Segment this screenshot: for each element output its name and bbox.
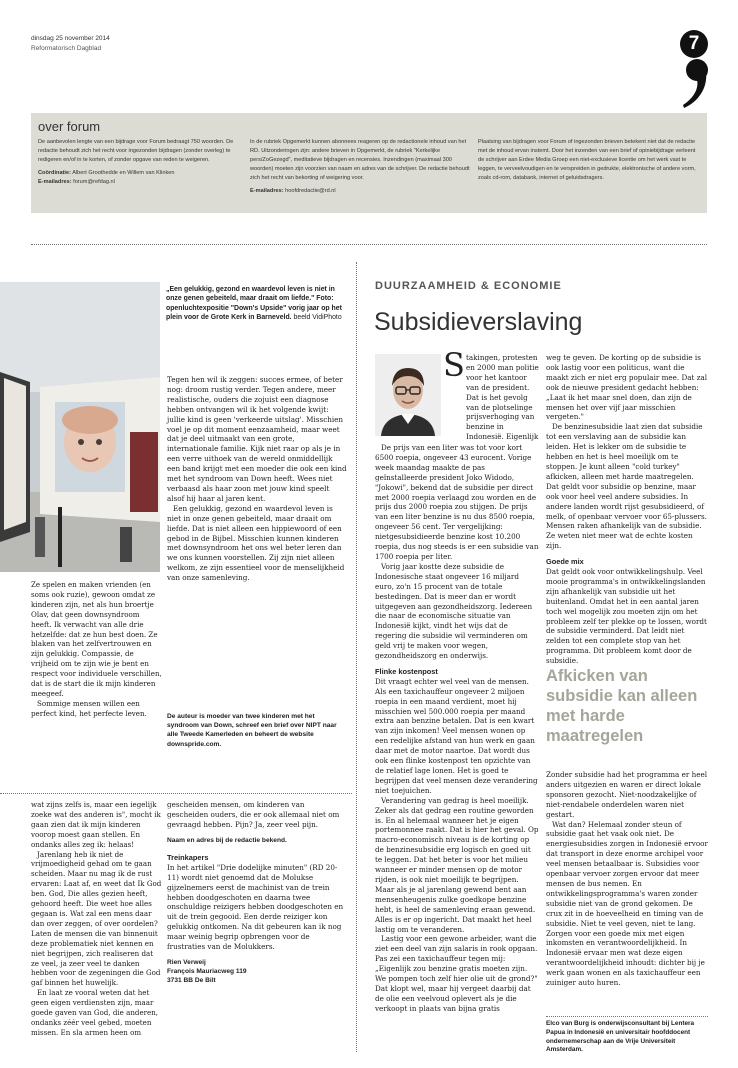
newspaper-name: Reformatorisch Dagblad [31, 45, 102, 52]
email1-label: E-mailadres: [38, 179, 72, 185]
paragraph: wat zijns zelfs is, maar een iegelijk zoeke wat des anderen is", mocht ik gaan zien dat ik mijn kinderen voorop moest gaan stellen. En ondanks alles zeg ik: helaas! [31, 800, 161, 849]
email1-value[interactable]: forum@refdag.nl [73, 179, 115, 185]
left-article-col-b [167, 375, 347, 583]
paragraph: Sommige mensen willen een perfect kind, het perfecte leven. [31, 698, 147, 718]
article-col-2-bottom [546, 770, 708, 988]
paragraph: Tegen hen wil ik zeggen: succes ermee, of beter nog: droom rustig verder. Tegen andere, meer realistische, ouders die zojuist een diagnose hebben ontvangen wil ik het volgende kwijt: jullie kind is geen 'verkeerde uitslag'. Misschien voel je op dit moment eenzaamheid, maar weet dat je deel uitmaakt van een grote, internationale familie. Kijk niet raar op als je in een verre uithoek van de wereld onmiddellijk een band krijgt met een moeder die ook een kind met het syndroom van Down heeft. Wees niet verbaasd als haar zoon met jouw kind speelt alsof hij haar al jaren kent. [167, 375, 347, 503]
caption-text: „Een gelukkig, gezond en waardevol leven is niet in onze genen gebeiteld, maar draait om liefde." Foto: openluchtexpositie "Down's Upside" vorig jaar op het plein voor de Grote Kerk in Barneveld. [166, 286, 342, 322]
separator-top [31, 244, 707, 245]
section-label: DUURZAAMHEID & ECONOMIE [375, 280, 562, 292]
left-author-note: De auteur is moeder van twee kinderen met het syndroom van Down, schreef een brief over NIPT naar alle Tweede Kamerleden en beheert de website downspride.com. [167, 713, 337, 748]
name-note: Naam en adres bij de redactie bekend. [167, 836, 287, 844]
pull-quote: Afkicken van subsidie kan alleen met harde maatregelen [546, 667, 698, 745]
issue-date: dinsdag 25 november 2014 [31, 35, 110, 42]
paragraph: In het artikel "Drie dodelijke minuten" (RD 20-11) wordt niet genoemd dat de Molukse gijzelnemers eerst de machinist van de trein hebben doodgeschoten en daarna twee onschuldige reizigers hebben doodgeschoten en uit de trein gegooid. Een derde reiziger kon gelukkig ontkomen. Na dit gebeuren kan ik nog maar weinig begrip opbrengen voor de frustraties van de Molukkers. [167, 862, 344, 952]
forum-column-1 [38, 138, 236, 187]
paragraph: Vorig jaar kostte deze subsidie de Indonesische staat ongeveer 16 miljard euro, zo'n 15 procent van de totale bestedingen. Dat is meer dan er wordt uitgegeven aan gezondheidszorg. Iedereen die naar de economische situatie van Indonesië kijkt, vindt het wijs dat de regering die subsidie wil verminderen om geld vrij te maken voor wegen, gezondheidszorg en onderwijs. [375, 561, 533, 661]
exposition-photo [0, 282, 160, 572]
comma-logo-icon [680, 58, 710, 110]
sub-heading-treinkapers: Treinkapers [167, 852, 209, 862]
paragraph: gescheiden mensen, om kinderen van gescheiden ouders, die er ook allemaal niet om gevraagd hebben. Pijn? Ja, zeer veel pijn. [167, 800, 340, 829]
drop-cap: S [443, 346, 465, 384]
page-number: 7 [680, 30, 708, 58]
forum-column-3 [478, 138, 700, 183]
sub-heading-kostenpost: Flinke kostenpost [375, 666, 438, 676]
intro-text: takingen, protesten en 2000 man politie voor het kantoor van de president. Dat is het gevolg van de plotselinge prijsverhoging van benzine in Indonesië. Eigenlijk [466, 353, 539, 442]
paragraph: De prijs van een liter was tot voor kort 6500 roepia, ongeveer 43 eurocent. Vorige week maandag maakte de pas geïnstalleerde president Joko Widodo, "Jokowi", bekend dat de subsidie per direct met 2000 roepia verlaagd zou worden en de prijs dus 2000 roepia zou stijgen. De prijs van een liter benzine is nu dus 8500 roepia, ongeveer 56 cent. Ter vergelijking: nietgesubsidieerde benzine kost 10.200 roepia, dus nog steeds is er een subsidie van 1700 roepia per liter. [375, 443, 539, 561]
author-note-separator [546, 1016, 708, 1017]
paragraph: Verandering van gedrag is heel moeilijk. Zeker als dat gedrag een routine geworden is. En al helemaal wanneer het je eigen portemonnee raakt. Dat is hier het geval. Op macro-economisch niveau is de korting op de benzinesubsidie erg logisch en goed uit te leggen. Dat het beter is voor het milieu wanneer er minder mensen op de motor rijden, is ook niet moeilijk te begrijpen. Maar als je al jarenlang gewend bent aan mensenheugenis zulke goedkope benzine hebt, is heel de samenleving eraan gewend. Alles is er op ingericht. Dat maakt het heel lastig om te veranderen. [375, 795, 539, 934]
paragraph: Lastig voor een gewone arbeider, want die ziet een deel van zijn salaris in rook opgaan. Pas zei een taxichauffeur tegen mij: „Eigenlijk zou benzine gratis moeten zijn. We pompen toch zelf hier olie uit de grond?" Dat klopt wel, maar hij vergeet daarbij dat de olie een veelvoud oplevert als je die verkoopt in plaats van bijna gratis [375, 934, 538, 1013]
main-author-note: Elco van Burg is onderwijsconsultant bij Lentera Papua in Indonesië en universitair hoofddocent ondernemerschap aan de Vrije Universiteit Amsterdam. [546, 1020, 695, 1054]
separator-vertical [356, 262, 357, 1052]
letter-col-a [31, 800, 162, 1038]
letter-col-b [167, 800, 347, 986]
paragraph: Een gelukkig, gezond en waardevol leven is niet in onze genen gebeiteld, maar draait om liefde. Dat is niet alleen een hippiewoord of een gebod in de Bijbel. Misschien kunnen kinderen met downsyndroom het ons wel beter leren dan we ons kunnen voorstellen. Zij zijn niet alleen welkom, ze zijn essentieel voor de menselijkheid van onze samenleving. [167, 503, 345, 583]
article-col-2-top [546, 353, 708, 666]
paragraph: En laat ze vooral weten dat het geen eigen verdiensten zijn, maar goede gaven van God, die anderen, ondanks zéér veel gebed, moeten missen. En sla armen heen om [31, 988, 159, 1037]
sub-heading-goede-mix: Goede mix [546, 557, 584, 567]
paragraph: Wat dan? Helemaal zonder steun of subsidie gaat het vaak ook niet. De energiesubsidies zorgen in Indonesië ervoor dat transport in deze enorme archipel voor veel mensen betaalbaar is. Subsidies voor openbaar vervoer zorgen ervoor dat meer mensen de bus nemen. En ontwikkelingsprogramma's waren zonder subsidie niet van de grond gekomen. De crux zit in de hoeveelheid en timing van de subsidie. Niet te veel geven, niet te lang. Zorgen voor een goede mix met eigen inkomsten en verantwoordelijkheid. In Indonesië ervaar men wat deze eigen verantwoordelijkheid inhoudt: dichter bij je werk gaan wonen en als taxichauffeur een zuiniger auto huren. [546, 819, 708, 988]
forum-col2-text: In de rubriek Opgemerkt kunnen abonnees reageren op de redactionele inhoud van het RD. Uitzonderingen zijn: andere brieven in Opgemerkt, de rubriek "Kerkelijke pers/ZoGezegd", meditatieve bijdragen en recensies. Inzendingen (maximaal 300 woorden) moeten zijn voorzien van naam en adres van de schrijver. De redactie behoudt zich het recht van bekorting of weigering voor. [250, 139, 470, 181]
email2-label: E-mailadres: [250, 188, 284, 194]
signer-street: François Mauriacweg 119 [167, 968, 247, 976]
paragraph: Dit vraagt echter wel veel van de mensen. Als een taxichauffeur ongeveer 2 miljoen roepia in een maand verdient, moet hij misschien wel 500.000 roepia per maand extra aan benzine betalen. Dat is een kwart van zijn inkomen! Veel mensen wonen op een redelijke afstand van hun werk en gaan daar met de motor naartoe. Dat wordt dus ook een flinke kostenpost ten opzichte van de relatief lage lonen. Het is goed te begrijpen dat veel mensen deze verandering niet toejuichen. [375, 676, 538, 795]
signer-name: Rien Verweij [167, 958, 206, 966]
paragraph: De benzinesubsidie laat zien dat subsidie tot een verslaving aan de subsidie kan leiden. Het is lekker om de subsidie te hebben en het is heel moeilijk om te stoppen. Je kunt alleen "cold turkey" afkicken, alleen met harde maatregelen. Dat geldt voor subsidie op benzine, maar ook voor heel veel andere subsidies. In andere landen wordt rijst gesubsidieerd, of melk, of openbaar vervoer voor 65-plussers. Mensen raken afhankelijk van de subsidie. Ze weten niet meer wat de echte kosten zijn. [546, 422, 707, 551]
separator-left [0, 793, 352, 794]
forum-col3-text: Plaatsing van bijdragen voor Forum of ingezonden brieven betekent niet dat de redactie met de inhoud ervan instemt. Door het inzenden van een brief of opiniebijdrage verleent de schrijver aan Erdee Media Groep een niet-exclusieve licentie om het werk vast te leggen, te verveelvoudigen en te verspreiden in gedrukte, elektronische of andere vorm, zoals cd-rom, databank, internet of geluidsdragers. [478, 139, 696, 181]
caption-credit: beeld VidiPhoto [293, 314, 342, 322]
article-headline: Subsidieverslaving [374, 308, 583, 336]
paragraph: Ze spelen en maken vrienden (en soms ook ruzie), gewoon omdat ze kinderen zijn, net als hun broertje Olav, dat geen downsyndroom heeft. Ik verwacht van alle drie hetzelfde: dat ze hun best doen. Ze blaken van het zelfvertrouwen en zijn gelukkig. Compassie, de vrijheid om te zijn wie je bent en respect voor individuele verschillen, dat is de start die ik mijn kinderen meegeef. [31, 580, 162, 698]
email2-value[interactable]: hoofdredactie@rd.nl [285, 188, 336, 194]
article-intro-narrow [466, 353, 539, 442]
forum-col1-text: De aanbevolen lengte van een bijdrage voor Forum bedraagt 750 woorden. De redactie behoudt zich het recht voor ingezonden bijdragen (zonder overleg) te redigeren en/of in te korten, of zonder opgave van reden te weigeren. [38, 139, 234, 163]
paragraph: weg te geven. De korting op de subsidie is ook lastig voor een politicus, want die maakt zich er niet erg populair mee. Dat zal ook de nieuwe president gedacht hebben: „Laat ik het maar snel doen, dan zijn de mensen het over vijf jaar misschien vergeten." [546, 353, 708, 422]
article-col-1 [375, 443, 539, 1014]
forum-title: over forum [38, 119, 101, 134]
signer-city: 3731 BB De Bilt [167, 977, 216, 985]
forum-column-2 [250, 138, 470, 196]
photo-caption [166, 285, 346, 323]
coord-label: Coördinatie: [38, 170, 71, 176]
coord-value: Albert Groothedde en Willem van Klinken [72, 170, 175, 176]
paragraph: Jarenlang heb ik niet de vrijmoedigheid gehad om te gaan scheiden. Maar nu mag ik de rust ervaren: Laat af, en weet dat Ik God ben. God, Die alles gezien heeft, gehoord heeft. Die weet hoe alles gegaan is. Wat zal een mens daar dan over zeggen, of over oordelen? Laten de mensen die van binnenuit deze problematiek niet kennen en niet begrijpen, zich realiseren dat ze veel, ja zeer veel te danken hebben voor de zegeningen die God gaf binnen het huwelijk. [31, 849, 162, 988]
author-portrait [375, 354, 441, 436]
paragraph: Dat geldt ook voor ontwikkelingshulp. Veel mooie programma's in ontwikkelingslanden zijn afhankelijk van subsidie uit het buitenland. Omdat het in een aantal jaren toch wel mogelijk zou moeten zijn om het probleem zelf ter plekke op te lossen, wordt de subsidie verminderd. Dat leidt niet zelden tot een complete stop van het programma. Dit probleem komt door de subsidie. [546, 567, 707, 666]
left-article-col-a [31, 580, 162, 719]
paragraph: Zonder subsidie had het programma er heel anders uitgezien en waren er direct lokale sponsoren gezocht. Niet-noodzakelijke of niet-rendabele onderdelen waren niet gestart. [546, 770, 708, 819]
